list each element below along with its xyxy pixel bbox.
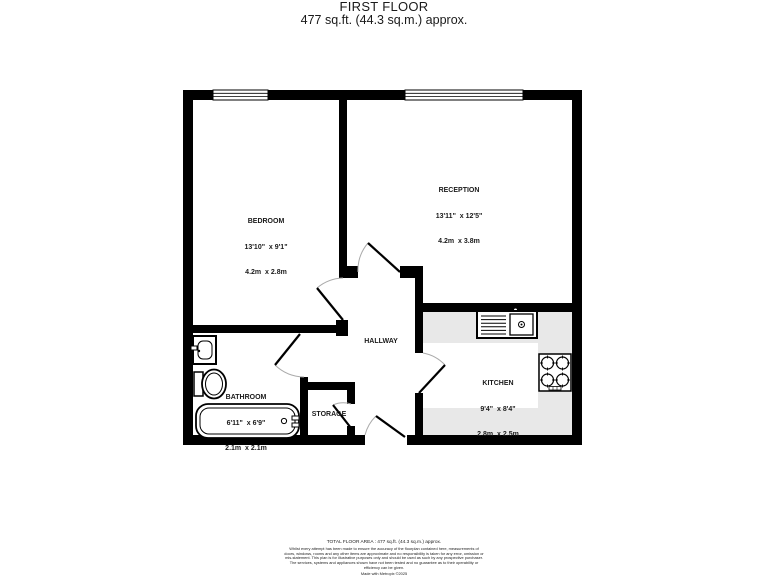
- room-dims-imperial: 6'11" x 6'9": [226, 419, 266, 427]
- room-dims-metric: 2.1m x 2.1m: [225, 445, 267, 452]
- room-dims-imperial: 13'10" x 9'1": [244, 243, 288, 251]
- bathroom-sink-icon: [191, 336, 216, 364]
- reception-label: [436, 170, 483, 264]
- room-name: BEDROOM: [247, 218, 285, 225]
- room-name: KITCHEN: [482, 380, 514, 387]
- kitchen-label: [477, 363, 519, 457]
- reception-window-icon: [405, 90, 523, 100]
- bathroom-label: [225, 377, 267, 471]
- bedroom-label: [244, 201, 287, 295]
- room-dims-imperial: 9'4" x 8'4": [480, 405, 516, 413]
- made-with-credit: Made with Metropix ©2025: [360, 570, 408, 576]
- room-dims-metric: 4.2m x 3.8m: [438, 238, 480, 245]
- disclaimer-text: Whilst every attempt has been made to ensure the accuracy of the floorplan contained here, measurements of doors, windows, rooms and any other items are approximate and no responsibility is taken for any error, omission or mis-statement. This plan is for illustrative purposes only and should be used as such by any prospective purchaser. The services, systems and appliances shown have not been tested and no guarantee as to their operability or efficiency can be given.: [284, 546, 484, 570]
- front-door: [376, 416, 405, 437]
- total-floor-area: TOTAL FLOOR AREA : 477 sq.ft. (44.3 sq.m.) approx.: [326, 540, 442, 545]
- plan-footer: [284, 540, 484, 576]
- room-dims-metric: 4.2m x 2.8m: [245, 269, 287, 276]
- page-subtitle: 477 sq.ft. (44.3 sq.m.) approx.: [300, 13, 468, 27]
- hob-icon: [539, 354, 571, 391]
- hallway-label: HALLWAY: [364, 338, 398, 345]
- kitchen-sink-icon: [477, 308, 537, 338]
- front-door-arc: [365, 416, 376, 435]
- storage-label: STORAGE: [311, 411, 347, 418]
- bathroom-door: [275, 334, 300, 365]
- toilet-icon: [194, 370, 226, 399]
- bedroom-window-icon: [213, 90, 268, 100]
- room-name: BATHROOM: [225, 394, 267, 401]
- room-dims-metric: 2.8m x 2.5m: [477, 431, 519, 438]
- room-dims-imperial: 13'11" x 12'5": [435, 212, 483, 220]
- bedroom-door-arc: [317, 278, 343, 288]
- reception-door: [368, 243, 400, 272]
- bathroom-door-arc: [275, 365, 304, 377]
- page-title: FIRST FLOOR: [339, 0, 429, 14]
- bedroom-door: [317, 288, 343, 320]
- room-name: RECEPTION: [438, 187, 480, 194]
- reception-door-arc: [358, 243, 368, 272]
